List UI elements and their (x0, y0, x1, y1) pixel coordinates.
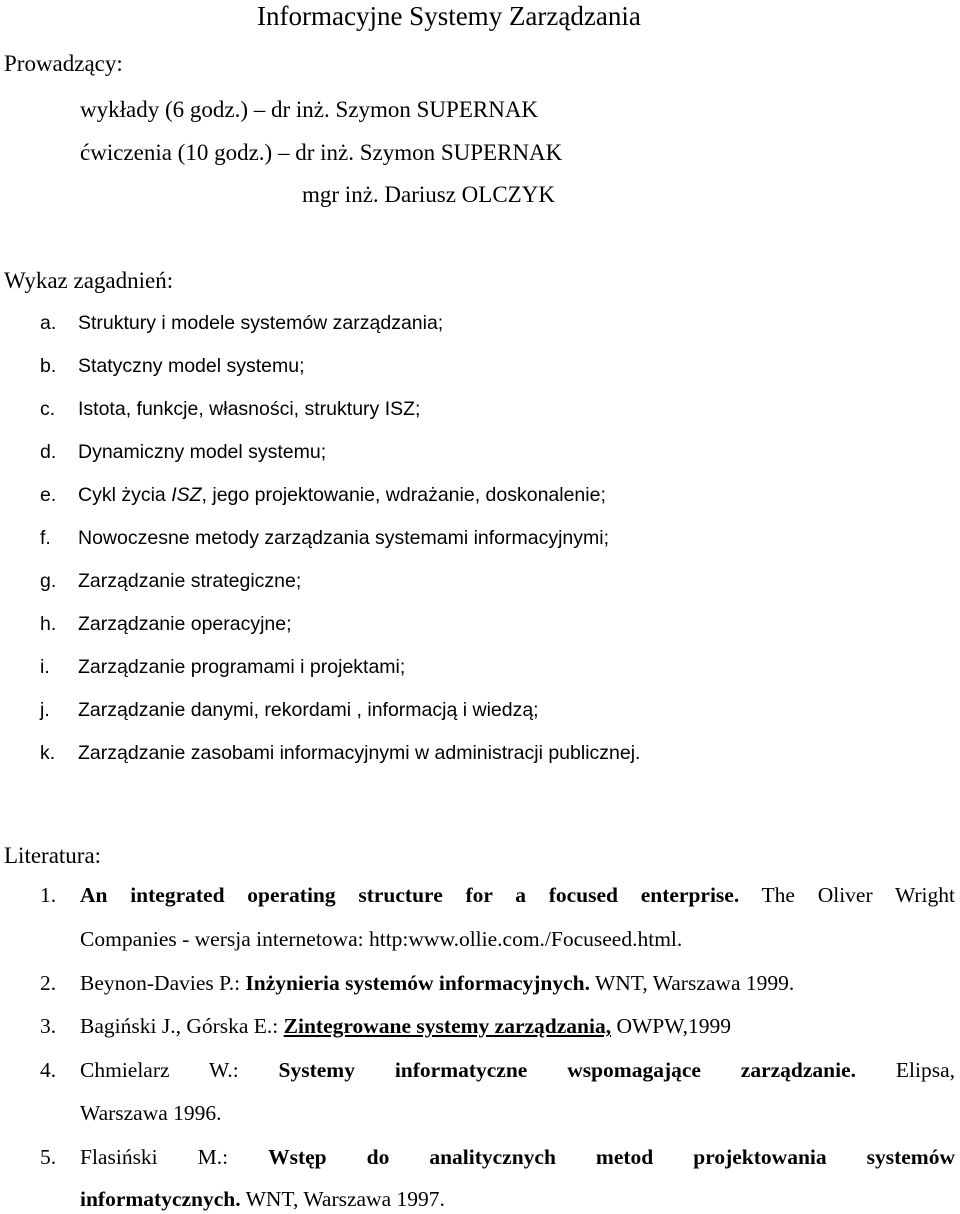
list-item-text: Zarządzanie strategiczne; (78, 570, 302, 592)
literature-entry-continuation (80, 1189, 445, 1211)
list-item-text: , jego projektowanie, wdrażanie, doskonalenie; (201, 484, 606, 506)
literature-entry-title: An integrated operating structure for a focused enterprise. (80, 883, 740, 907)
list-item-text: Zarządzanie operacyjne; (78, 613, 292, 635)
list-item-letter: a. (40, 312, 57, 334)
literature-entry-publisher: Elipsa, (856, 1058, 955, 1082)
literature-entry (80, 1147, 955, 1169)
literature-entry-title: Inżynieria systemów informacyjnych. (245, 971, 590, 995)
literature-number: 4. (40, 1058, 57, 1082)
list-item-text: Zarządzanie programami i projektami; (78, 656, 406, 678)
document-title: Informacyjne Systemy Zarządzania (257, 1, 641, 31)
literature-entry-author: Flasiński M.: (80, 1145, 269, 1169)
literature-entry-title: informatycznych. (80, 1187, 241, 1211)
list-item-text: Struktury i modele systemów zarządzania; (78, 312, 444, 334)
lecturer-exercises-second: mgr inż. Dariusz OLCZYK (302, 182, 555, 207)
list-item-letter: b. (40, 355, 57, 377)
list-item (40, 314, 443, 334)
literature-entry (80, 1060, 955, 1082)
lecturer-lectures: wykłady (6 godz.) – dr inż. Szymon SUPERNAK (80, 97, 539, 122)
literature-heading: Literatura: (4, 843, 102, 868)
literature-entry-author: Bagiński J., Górska E.: (80, 1014, 284, 1038)
literature-entry-author: Beynon-Davies P.: (80, 971, 246, 995)
list-item (40, 572, 301, 592)
literature-number: 1. (40, 883, 57, 907)
list-item-letter: h. (40, 613, 57, 635)
lecturers-heading: Prowadzący: (4, 51, 123, 76)
list-item (40, 486, 606, 506)
literature-entry (80, 1016, 731, 1038)
list-item (40, 701, 539, 721)
list-item-text: Zarządzanie danymi, rekordami , informacją i wiedzą; (78, 699, 539, 721)
literature-entry (80, 973, 794, 995)
literature-number: 2. (40, 971, 57, 995)
literature-entry-continuation: Warszawa 1996. (80, 1101, 222, 1125)
literature-number: 5. (40, 1145, 57, 1169)
topics-heading: Wykaz zagadnień: (4, 268, 174, 293)
list-item-letter: g. (40, 570, 57, 592)
list-item-letter: k. (40, 742, 56, 764)
list-item (40, 658, 405, 678)
literature-entry-author: Chmielarz W.: (80, 1058, 279, 1082)
literature-entry-publisher: WNT, Warszawa 1999. (589, 971, 795, 995)
list-item (40, 529, 609, 549)
literature-entry-publisher: WNT, Warszawa 1997. (240, 1187, 445, 1211)
list-item-letter: e. (40, 484, 57, 506)
literature-entry (80, 885, 955, 907)
list-item (40, 615, 292, 635)
lecturer-exercises: ćwiczenia (10 godz.) – dr inż. Szymon SUPERNAK (80, 140, 563, 165)
literature-entry-title: Zintegrowane systemy zarządzania, (283, 1014, 612, 1038)
list-item-letter: j. (40, 699, 50, 721)
literature-entry-title: Systemy informatyczne wspomagające zarządzanie. (278, 1058, 857, 1082)
literature-entry-publisher: OWPW,1999 (611, 1014, 731, 1038)
list-item (40, 400, 420, 420)
literature-entry-publisher: The Oliver Wright (739, 883, 955, 907)
list-item-text: Statyczny model systemu; (78, 355, 305, 377)
literature-entry-title: Wstęp do analitycznych metod projektowania systemów (268, 1145, 955, 1169)
list-item-letter: c. (40, 398, 56, 420)
list-item-text: Nowoczesne metody zarządzania systemami informacyjnymi; (78, 527, 610, 549)
literature-number: 3. (40, 1014, 57, 1038)
list-item-text: Dynamiczny model systemu; (78, 441, 327, 463)
list-item-letter: d. (40, 441, 57, 463)
literature-entry-continuation: Companies - wersja internetowa: http:www.ollie.com./Focuseed.html. (80, 927, 683, 951)
list-item (40, 744, 640, 764)
list-item-text-italic: ISZ (171, 484, 202, 506)
list-item-text: Zarządzanie zasobami informacyjnymi w administracji publicznej. (78, 742, 641, 764)
list-item-text: Cykl życia (78, 484, 172, 506)
list-item-text: Istota, funkcje, własności, struktury ISZ; (78, 398, 421, 420)
list-item (40, 357, 305, 377)
list-item (40, 443, 326, 463)
list-item-letter: i. (40, 656, 50, 678)
list-item-letter: f. (40, 527, 51, 549)
